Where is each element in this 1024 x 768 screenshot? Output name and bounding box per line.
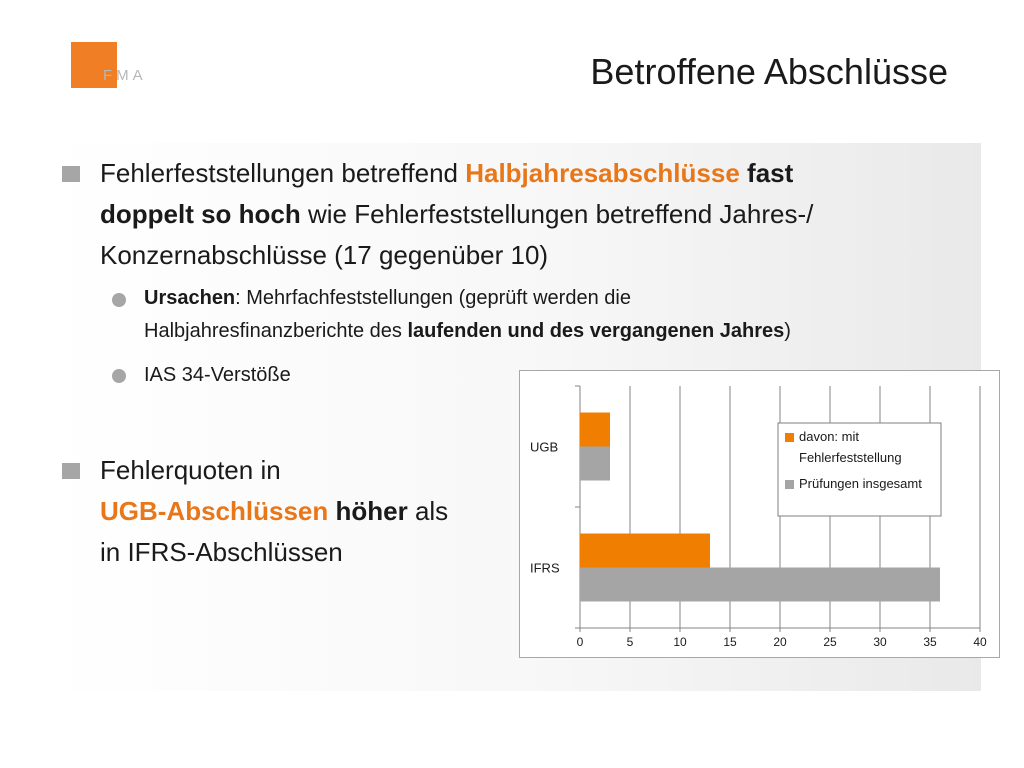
bullet-2-highlight: UGB-Abschlüssen (100, 496, 329, 526)
bar-ugb-series-2 (580, 447, 610, 481)
bullet-2-line3: in IFRS-Abschlüssen (100, 537, 343, 567)
category-labels (530, 440, 560, 576)
x-tick-label: 5 (626, 635, 634, 649)
bar-ifrs-series-1 (580, 534, 710, 568)
bullet-dot-icon (112, 369, 126, 383)
x-tick-label: 0 (576, 635, 584, 649)
bar-ugb-series-1 (580, 413, 610, 447)
bullet-1-line2-bold: doppelt so hoch (100, 199, 301, 229)
bullet-2-bold: höher (328, 496, 408, 526)
x-tick-label: 15 (723, 635, 737, 649)
chart-legend (778, 423, 941, 516)
x-tick-label: 30 (873, 635, 887, 649)
legend-label-series-2: Prüfungen insgesamt (799, 476, 922, 491)
legend-label-series-1-line2: Fehlerfeststellung (799, 450, 902, 465)
legend-swatch-series-2 (785, 480, 794, 489)
legend-label-series-1-line1: davon: mit (799, 429, 859, 444)
bar-chart-svg (520, 371, 1001, 659)
x-tick-label: 40 (973, 635, 987, 649)
x-tick-label: 25 (823, 635, 837, 649)
bar-ifrs-series-2 (580, 568, 940, 602)
bullet-1-highlight: Halbjahresabschlüsse (465, 158, 740, 188)
x-tick-label: 10 (673, 635, 687, 649)
sub-bullet-1-bold: Ursachen (144, 287, 236, 309)
sub-bullet-1-line2-pre: Halbjahresfinanzberichte des (144, 320, 408, 342)
legend-swatch-series-1 (785, 433, 794, 442)
bullet-2-line1: Fehlerquoten in (100, 455, 281, 485)
sub-bullet-1-rest: : Mehrfachfeststellungen (geprüft werden die (235, 287, 631, 309)
slide-title: Betroffene Abschlüsse (590, 51, 948, 92)
bullet-square-icon (62, 166, 80, 182)
category-label: UGB (530, 439, 559, 455)
bullet-1-text: Fehlerfeststellungen betreffend (100, 158, 466, 188)
x-tick-labels (577, 635, 987, 649)
bullet-1-line2-rest: wie Fehlerfeststellungen betreffend Jahres-/ (300, 199, 814, 229)
bullet-square-icon (62, 463, 80, 479)
category-label: IFRS (530, 560, 560, 576)
sub-bullet-1-line2-post: ) (784, 320, 791, 342)
sub-bullet-1 (144, 282, 791, 348)
logo-text: FMA (103, 67, 147, 84)
sub-bullet-1-line2-bold: laufenden und des vergangenen Jahres (407, 320, 785, 342)
bullet-2-line2-rest: als (407, 496, 449, 526)
bullet-1-space (740, 158, 747, 188)
sub-bullet-2: IAS 34-Verstöße (144, 364, 291, 386)
bullet-1-line3: Konzernabschlüsse (17 gegenüber 10) (100, 240, 549, 270)
bullet-2 (100, 450, 448, 573)
x-tick-label: 35 (923, 635, 937, 649)
chart (519, 370, 1000, 658)
bullet-1 (100, 153, 813, 276)
bullet-dot-icon (112, 293, 126, 307)
x-tick-label: 20 (773, 635, 787, 649)
bullet-1-bold: fast (747, 158, 794, 188)
